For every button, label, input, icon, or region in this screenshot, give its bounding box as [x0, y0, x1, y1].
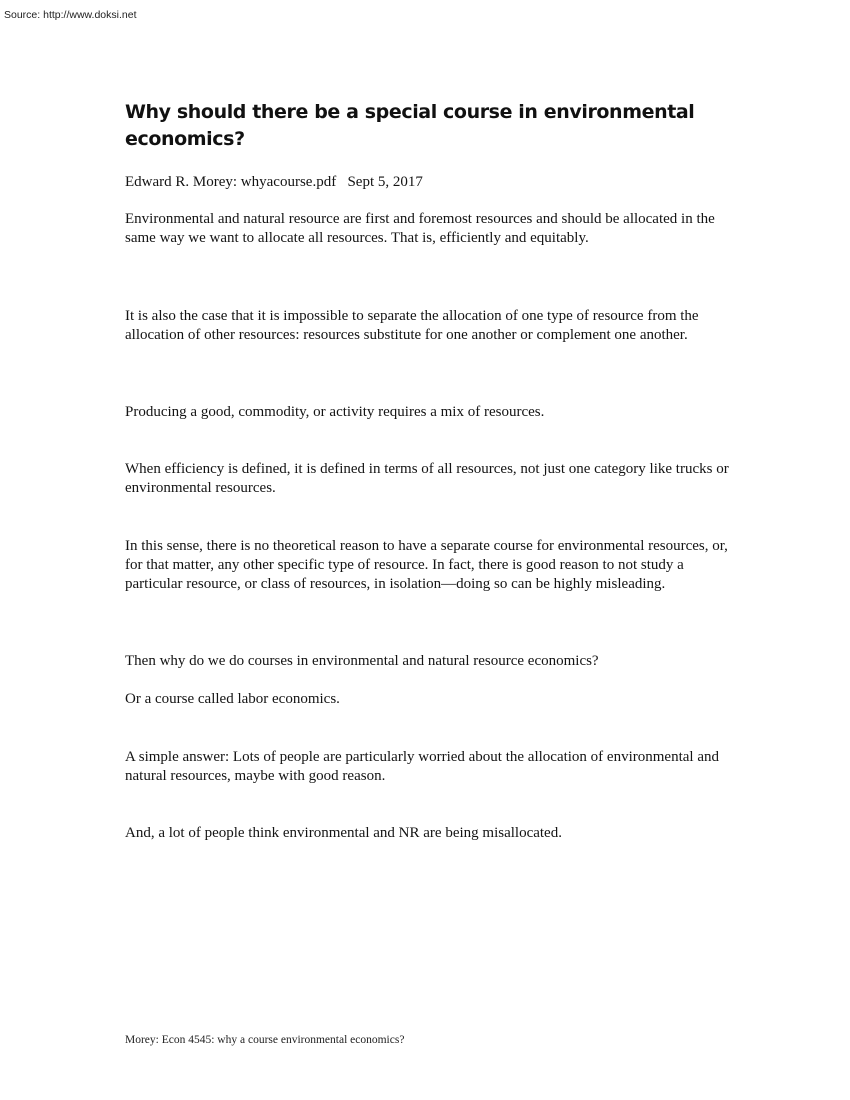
source-url: Source: http://www.doksi.net: [4, 9, 137, 21]
page-footer: Morey: Econ 4545: why a course environmental economics?: [125, 1034, 405, 1046]
document-title: Why should there be a special course in environmental economics?: [125, 101, 695, 150]
paragraph: Or a course called labor economics.: [125, 691, 340, 707]
paragraph: When efficiency is defined, it is defined in terms of all resources, not just one category like trucks or environmental resources.: [125, 461, 729, 497]
paragraph: Producing a good, commodity, or activity requires a mix of resources.: [125, 404, 545, 420]
paragraph: In this sense, there is no theoretical reason to have a separate course for environmental resources, or, for that matter, any other specific type of resource. In fact, there is good reason to not study a particular resource, or class of resources, in isolation—doing so can be highly misleading.: [125, 538, 728, 593]
paragraph: It is also the case that it is impossible to separate the allocation of one type of resource from the allocation of other resources: resources substitute for one another or complement one another.: [125, 308, 699, 344]
paragraph: And, a lot of people think environmental and NR are being misallocated.: [125, 825, 562, 841]
paragraph: A simple answer: Lots of people are particularly worried about the allocation of environmental and natural resources, maybe with good reason.: [125, 749, 719, 785]
paragraph: Then why do we do courses in environmental and natural resource economics?: [125, 653, 599, 669]
byline: Edward R. Morey: whyacourse.pdf Sept 5, 2017: [125, 174, 423, 190]
paragraph: Environmental and natural resource are first and foremost resources and should be allocated in the same way we want to allocate all resources. That is, efficiently and equitably.: [125, 211, 715, 247]
